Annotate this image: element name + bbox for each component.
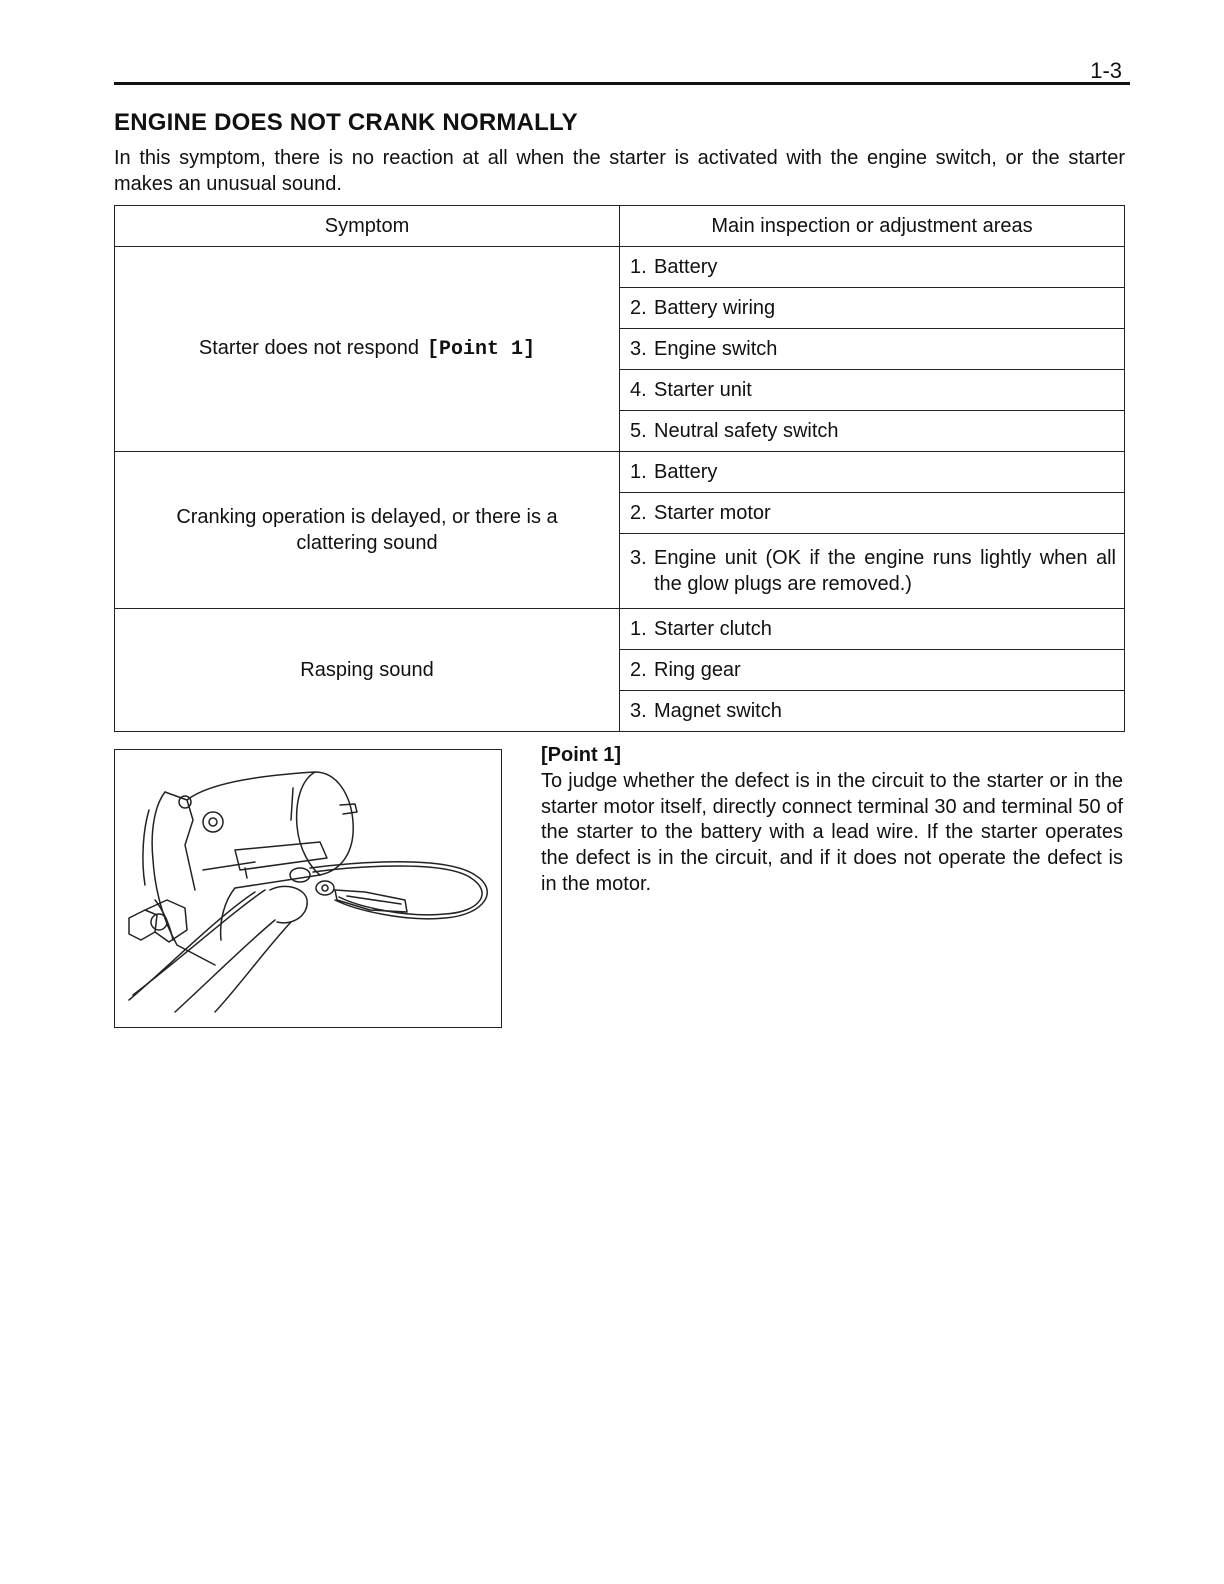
area-cell xyxy=(620,609,1125,650)
table-header-row xyxy=(115,206,1125,247)
area-cell xyxy=(620,329,1125,370)
area-text: Starter motor xyxy=(654,502,771,524)
symptom-text: Rasping sound xyxy=(300,659,434,681)
area-text: Battery wiring xyxy=(654,297,776,319)
area-text: Starter clutch xyxy=(654,618,772,640)
table-row xyxy=(115,247,1125,288)
area-cell xyxy=(620,370,1125,411)
symptom-cell xyxy=(115,247,620,452)
symptom-cell xyxy=(115,609,620,732)
area-cell xyxy=(620,691,1125,732)
area-number: 1. xyxy=(630,461,647,483)
area-number: 3. xyxy=(630,700,647,722)
area-text: Ring gear xyxy=(654,659,741,681)
table-row xyxy=(115,452,1125,493)
symptom-cell xyxy=(115,452,620,609)
area-cell xyxy=(620,452,1125,493)
area-number: 1. xyxy=(630,256,647,278)
section-title: ENGINE DOES NOT CRANK NORMALLY xyxy=(114,109,578,136)
area-text: Engine switch xyxy=(654,338,778,360)
area-cell xyxy=(620,247,1125,288)
area-number: 2. xyxy=(630,659,647,681)
starter-motor-drawing xyxy=(115,750,501,1027)
area-cell xyxy=(620,534,1125,609)
symptom-column-header: Symptom xyxy=(115,206,620,247)
area-number: 2. xyxy=(630,297,647,319)
point1-title: [Point 1] xyxy=(541,744,621,766)
starter-test-illustration xyxy=(114,749,502,1028)
symptom-text: Starter does not respond xyxy=(198,337,420,359)
area-number: 3. xyxy=(630,338,647,360)
header-rule xyxy=(114,82,1130,85)
area-number: 5. xyxy=(630,420,647,442)
area-text: Neutral safety switch xyxy=(654,420,839,442)
section-intro: In this symptom, there is no reaction at all when the starter is activated with the engine switch, or the starter makes an unusual sound. xyxy=(114,147,1125,195)
table-row xyxy=(115,609,1125,650)
area-number: 3. xyxy=(630,547,647,569)
point1-body: To judge whether the defect is in the circuit to the starter or in the starter motor itself, directly connect terminal 30 and terminal 50 of the starter to the battery with a lead wire. If the starter operates the defect is in the circuit, and if it does not operate the defect is in the motor. xyxy=(541,770,1123,895)
point-reference: [Point 1] xyxy=(427,338,536,361)
areas-column-header: Main inspection or adjustment areas xyxy=(620,206,1125,247)
area-cell xyxy=(620,493,1125,534)
area-cell xyxy=(620,288,1125,329)
symptom-text: Cranking operation is delayed, or there is a clattering sound xyxy=(176,506,558,554)
area-number: 2. xyxy=(630,502,647,524)
area-number: 4. xyxy=(630,379,647,401)
inspection-table xyxy=(114,205,1125,732)
area-number: 1. xyxy=(630,618,647,640)
area-cell xyxy=(620,411,1125,452)
area-text: Battery xyxy=(654,256,718,278)
area-text: Engine unit (OK if the engine runs lightly when all the glow plugs are removed.) xyxy=(654,547,1116,595)
area-text: Magnet switch xyxy=(654,700,782,722)
area-cell xyxy=(620,650,1125,691)
area-text: Starter unit xyxy=(654,379,752,401)
area-text: Battery xyxy=(654,461,718,483)
page-number: 1-3 xyxy=(1090,58,1122,83)
